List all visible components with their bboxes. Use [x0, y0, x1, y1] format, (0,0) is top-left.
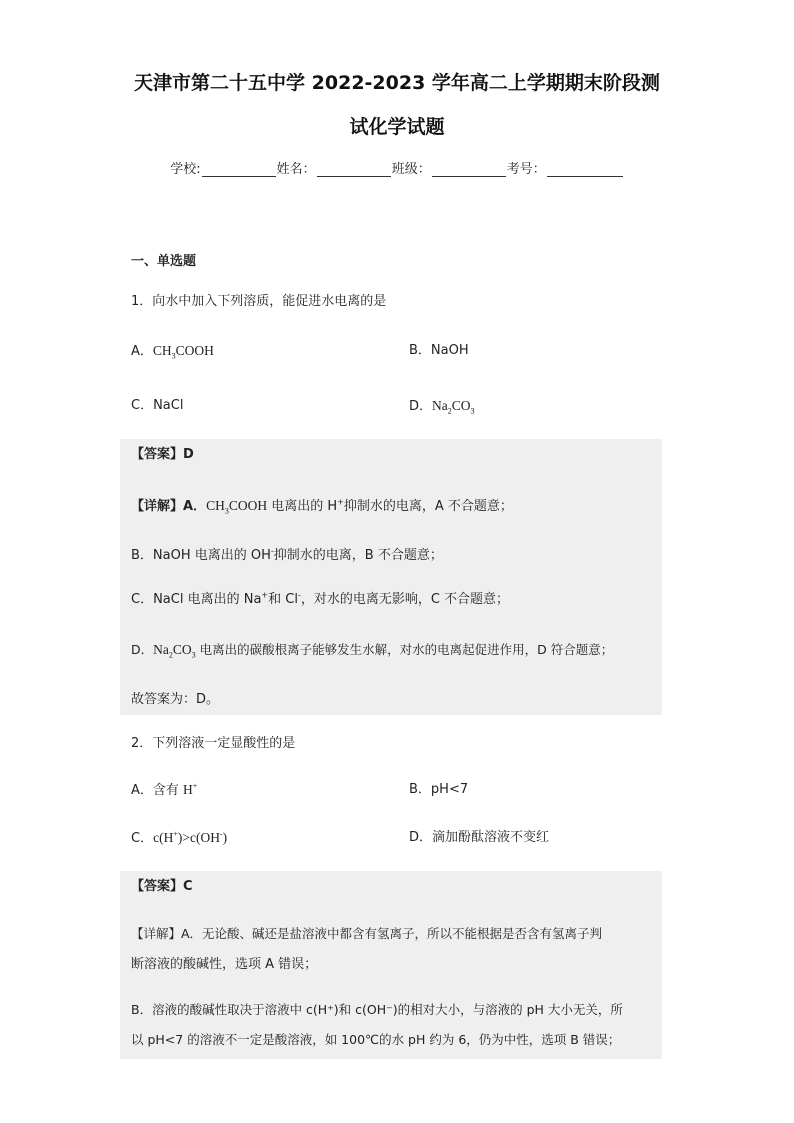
name-blank[interactable] [317, 162, 391, 177]
q1-option-d: D．$Na_2CO_3$ [409, 398, 475, 416]
q2-detail-a-line1: 【详解】A．无论酸、碱还是盐溶液中都含有氢离子，所以不能根据是否含有氢离子判 [131, 926, 603, 941]
q1-detail-a: 【详解】A．$CH_3COOH$ 电离出的 H+抑制水的电离，A 不合题意； [131, 497, 513, 516]
school-label: 学校: [170, 162, 201, 177]
name-label: 姓名： [276, 162, 316, 177]
q1-detail-c: C．NaCl 电离出的 Na+和 Cl-，对水的电离无影响，C 不合题意； [131, 590, 510, 607]
q1-answer-box [120, 439, 662, 715]
q1-stem: 1．向水中加入下列溶质，能促进水电离的是 [131, 294, 387, 309]
exam-number-label: 考号： [506, 162, 546, 177]
q2-answer: 【答案】C [131, 879, 193, 894]
q2-option-d: D．滴加酚酞溶液不变红 [409, 830, 550, 845]
exam-number-blank[interactable] [547, 162, 623, 177]
q1-detail-b: B．NaOH 电离出的 OH-抑制水的电离，B 不合题意； [131, 546, 443, 563]
q1-detail-d: D．$Na_2CO_3$ 电离出的碳酸根离子能够发生水解，对水的电离起促进作用，D 符合题意； [131, 642, 614, 660]
q2-option-c: C．c(H+)>c(OH-) [131, 829, 228, 846]
q2-option-a: A．含有 H+ [131, 781, 198, 798]
q2-detail-b-line2: 以 pH<7 的溶液不一定是酸溶液，如 100℃的水 pH 约为 6，仍为中性，选项 B 错误； [131, 1032, 621, 1047]
doc-title-line1: 天津市第二十五中学 2022-2023 学年高二上学期期末阶段测 [134, 72, 660, 94]
q1-option-a: A．$CH_3COOH$ [131, 343, 214, 361]
student-info-fields [0, 158, 794, 177]
q1-option-b: B．NaOH [409, 343, 469, 358]
section-heading: 一、单选题 [131, 254, 197, 269]
q2-stem: 2．下列溶液一定显酸性的是 [131, 736, 296, 751]
q2-detail-b-line1: B．溶液的酸碱性取决于溶液中 c(H⁺)和 c(OH⁻)的相对大小，与溶液的 pH 大小无关，所 [131, 1002, 623, 1017]
school-blank[interactable] [202, 162, 276, 177]
q2-detail-a-line2: 断溶液的酸碱性，选项 A 错误； [131, 957, 318, 972]
q1-option-c: C．NaCl [131, 398, 184, 413]
class-label: 班级： [391, 162, 431, 177]
doc-title-line2: 试化学试题 [349, 116, 445, 138]
q2-option-b: B．pH<7 [409, 782, 469, 797]
class-blank[interactable] [432, 162, 506, 177]
q1-answer: 【答案】D [131, 447, 194, 462]
q1-conclusion: 故答案为：D。 [131, 692, 220, 707]
